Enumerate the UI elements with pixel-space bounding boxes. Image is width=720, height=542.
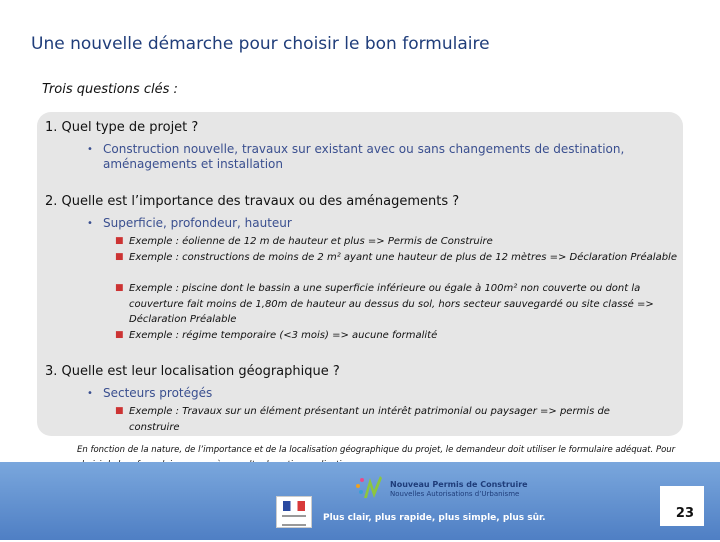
question-1: 1. Quel type de projet ?: [45, 120, 199, 135]
page-number: 23: [660, 486, 704, 526]
brand-subtitle: Nouvelles Autorisations d’Urbanisme: [390, 490, 520, 498]
brand-title: Nouveau Permis de Construire: [390, 480, 528, 489]
republique-francaise-logo: [276, 496, 312, 528]
sub-item: ■ Exemple : éolienne de 12 m de hauteur et plus => Permis de Construire: [129, 234, 684, 250]
footnote: En fonction de la nature, de l’importance et de la localisation géographique du projet, le demandeur doit utiliser le formulaire adéquat. Pour: [77, 445, 676, 455]
subtitle: Trois questions clés :: [42, 82, 178, 97]
bullet-dot-icon: •: [87, 218, 93, 229]
flag-icon: [283, 501, 305, 511]
sub-item: ■ Exemple : constructions de moins de 2 m² ayant une hauteur de plus de 12 mètres => Déclaration Préalable: [129, 250, 684, 266]
bullet-dot-icon: •: [87, 144, 93, 155]
square-bullet-icon: ■: [115, 236, 124, 246]
sub-item: ■ Exemple : Travaux sur un élément présentant un intérêt patrimonial ou paysager => permis de construire: [115, 406, 610, 433]
question-2-bullet: • Superficie, profondeur, hauteur: [87, 216, 292, 230]
sub-item: ■ Exemple : régime temporaire (<3 mois) => aucune formalité: [129, 328, 684, 344]
question-1-bullet: • Construction nouvelle, travaux sur existant avec ou sans changements de destination, aménagements et installation: [87, 142, 625, 171]
square-bullet-icon: ■: [115, 252, 124, 262]
permis-de-construire-logo-icon: [352, 472, 386, 502]
question-3-bullet: • Secteurs protégés: [87, 386, 213, 400]
sub-item: ■ Exemple : piscine dont le bassin a une superficie inférieure ou égale à 100m² non couverte ou dont la couverture fait moins de 1,80m de hauteur au dessus du sol, hors secteur sauvegardé ou site classé => Déclaration Préalable: [115, 283, 654, 325]
slide-title: Une nouvelle démarche pour choisir le bon formulaire: [31, 34, 490, 54]
question-3: 3. Quelle est leur localisation géographique ?: [45, 364, 340, 379]
question-2: 2. Quelle est l’importance des travaux ou des aménagements ?: [45, 194, 460, 209]
square-bullet-icon: ■: [115, 283, 124, 293]
square-bullet-icon: ■: [115, 406, 124, 416]
bullet-dot-icon: •: [87, 388, 93, 399]
footer-tagline: Plus clair, plus rapide, plus simple, plus sûr.: [323, 513, 546, 523]
square-bullet-icon: ■: [115, 330, 124, 340]
